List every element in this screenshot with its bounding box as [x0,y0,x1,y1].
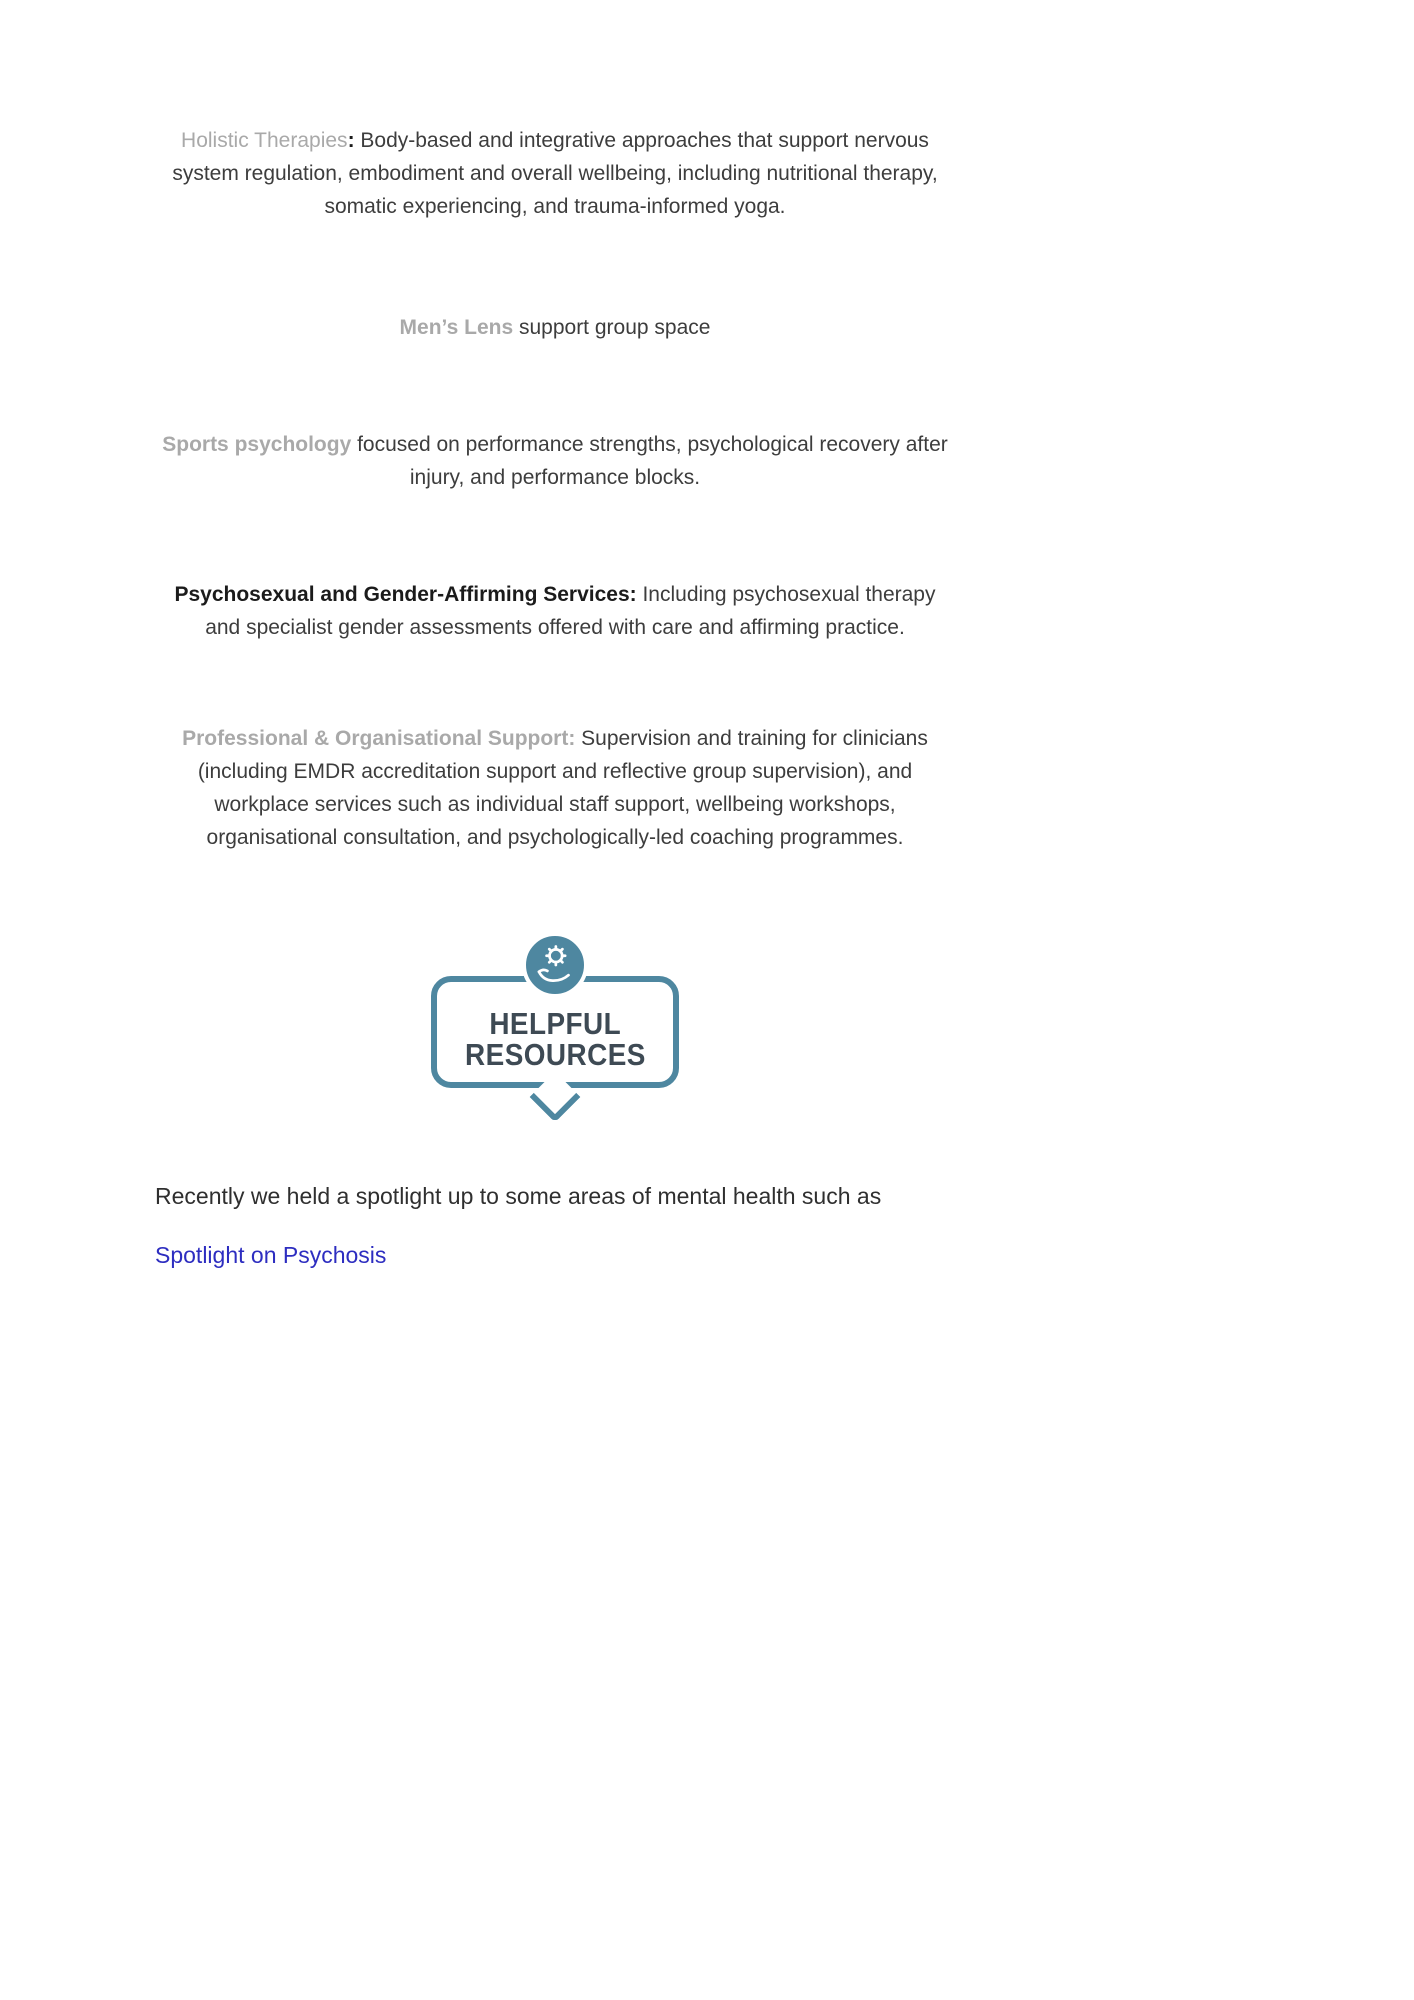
hand-holding-gear-icon [522,932,588,998]
text-segment: Supervision and training for clinicians [575,727,928,750]
paragraph-holistic-therapies [155,124,955,223]
badge-text-line1: HELPFUL [489,1006,621,1041]
paragraph-professional-organisational-support [155,722,955,854]
text-line [155,821,955,854]
text-segment: somatic experiencing, and trauma-informed yoga. [324,195,786,218]
footer-link-line [155,1239,955,1272]
spotlight-on-psychosis-link[interactable]: Spotlight on Psychosis [155,1242,387,1268]
badge-text-line2: RESOURCES [464,1037,646,1072]
paragraph-list [155,124,955,854]
text-line [155,190,955,223]
text-line [155,157,955,190]
label-psychosexual-services: Psychosexual and Gender-Affirming Services: [174,583,637,606]
text-line [155,124,955,157]
text-line [155,722,955,755]
paragraph-sports-psychology [155,428,955,494]
label-mens-lens: Men’s Lens [399,316,514,339]
label-professional-support: Professional & Organisational Support: [182,727,576,750]
text-segment: : [347,129,355,152]
hand-gear-glyph [528,938,582,992]
label-sports-psychology: Sports psychology [162,433,352,456]
text-segment: and specialist gender assessments offered with care and affirming practice. [205,616,905,639]
text-segment: injury, and performance blocks. [409,466,701,489]
text-segment: Including psychosexual therapy [636,583,936,606]
text-segment: focused on performance strengths, psychological recovery after [351,433,948,456]
helpful-resources-badge [431,932,679,1088]
text-line [155,788,955,821]
text-line [155,578,955,611]
text-segment: support group space [513,316,711,339]
label-holistic-therapies: Holistic Therapies [181,129,348,152]
footer-intro-text: Recently we held a spotlight up to some areas of mental health such as [155,1183,882,1209]
text-line [155,755,955,788]
text-segment: organisational consultation, and psychologically-led coaching programmes. [206,826,904,849]
text-segment: (including EMDR accreditation support and reflective group supervision), and [197,760,913,783]
paragraph-psychosexual-gender-affirming [155,578,955,644]
paragraph-mens-lens [155,311,955,344]
text-segment: Body-based and integrative approaches that support nervous [354,129,929,152]
text-line [155,461,955,494]
text-line [155,311,955,344]
text-line [155,428,955,461]
text-line [155,611,955,644]
document-content [155,0,955,1272]
text-segment: system regulation, embodiment and overall wellbeing, including nutritional therapy, [172,162,938,185]
text-segment: workplace services such as individual staff support, wellbeing workshops, [214,793,896,816]
